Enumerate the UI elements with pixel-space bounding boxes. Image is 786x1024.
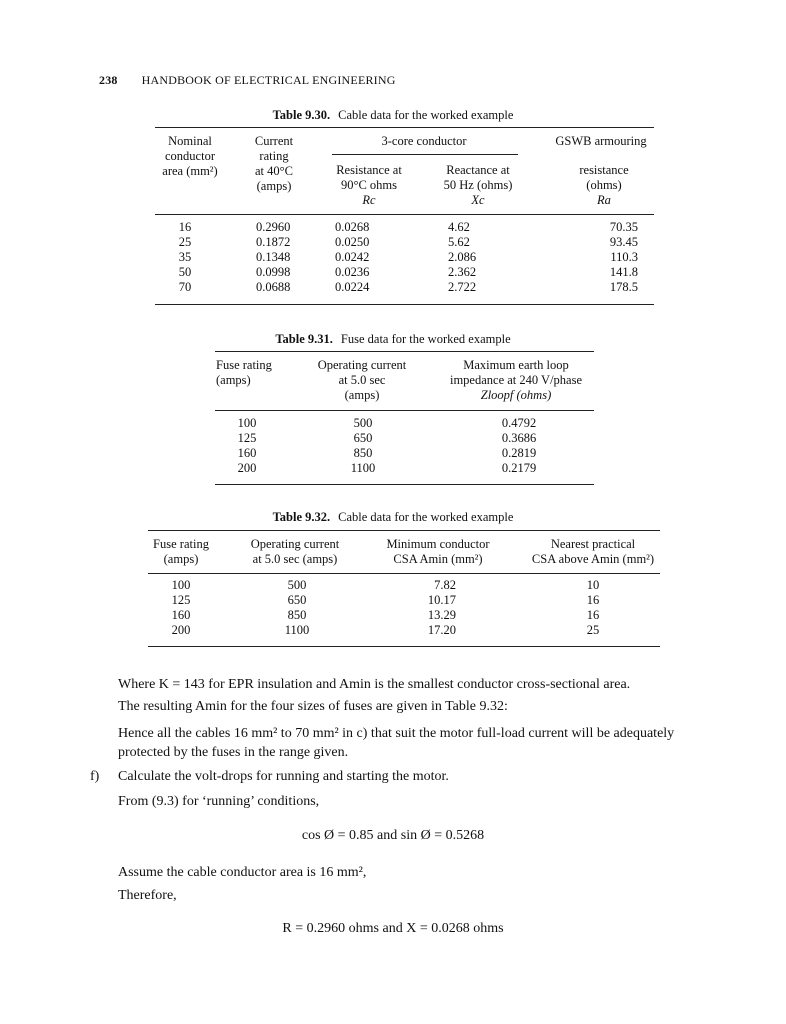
table-9-30-head-area: Nominal conductor area (mm²)	[162, 134, 218, 178]
table-9-30-head-armour: resistance (ohms) Ra	[579, 163, 629, 207]
table-9-30-top-rule	[155, 127, 654, 128]
table-9-32-col-rating: 100 125 160 200	[171, 578, 191, 637]
paragraph-cables-protected: Hence all the cables 16 mm² to 70 mm² in c) that suit the motor full-load current will be adequately protected by the fuses in the range given.	[118, 726, 675, 760]
table-9-30-group-heading: 3-core conductor	[381, 134, 467, 148]
table-9-31-head-rating: Fuse rating (amps)	[216, 358, 272, 387]
table-9-31-top-rule	[215, 351, 594, 352]
table-9-32-bottom-rule	[148, 646, 660, 647]
table-9-30-caption: Table 9.30. Cable data for the worked example	[272, 108, 514, 122]
table-9-30-bottom-rule	[155, 304, 654, 305]
table-9-32-head-nearest: Nearest practical CSA above Amin (mm²)	[531, 537, 655, 566]
paragraph-assume-area: Assume the cable conductor area is 16 mm²,	[118, 865, 367, 880]
table-9-30-head-resistance: Resistance at 90°C ohms Rc	[336, 163, 402, 207]
list-marker-f: f)	[90, 769, 100, 784]
table-9-30-col-armour: 70.35 93.45 110.3 141.8 178.5	[609, 220, 638, 294]
paragraph-calculate-volt-drops: Calculate the volt-drops for running and starting the motor.	[118, 769, 449, 784]
paragraph-running-conditions: From (9.3) for ‘running’ conditions,	[118, 794, 320, 809]
table-9-31-head-operating: Operating current at 5.0 sec (amps)	[317, 358, 407, 402]
running-header	[99, 73, 396, 88]
table-9-32-caption: Table 9.32. Cable data for the worked example	[272, 510, 514, 524]
table-9-30-col-resistance: 0.0268 0.0250 0.0242 0.0236 0.0224	[335, 220, 370, 294]
table-9-31-col-operating: 500 650 850 1100	[350, 416, 376, 475]
table-9-32-col-min-csa: 7.82 10.17 13.29 17.20	[427, 578, 456, 637]
table-9-30-head-armour-top: GSWB armouring	[555, 134, 647, 148]
table-9-32-head-rating: Fuse rating (amps)	[153, 537, 209, 566]
equation-cos-sin: cos Ø = 0.85 and sin Ø = 0.5268	[301, 828, 485, 843]
page-number: 238	[99, 73, 118, 87]
table-9-32-head-operating: Operating current at 5.0 sec (amps)	[250, 537, 340, 566]
table-9-32-head-min-csa: Minimum conductor CSA Amin (mm²)	[386, 537, 490, 566]
table-9-32-head-rule	[148, 573, 660, 574]
table-9-31-head-rule	[215, 410, 594, 411]
table-9-30-col-area: 16 25 35 50 70	[178, 220, 192, 294]
table-9-30-head-rule	[155, 214, 654, 215]
running-title: HANDBOOK OF ELECTRICAL ENGINEERING	[141, 73, 396, 87]
table-9-31-head-impedance: Maximum earth loop impedance at 240 V/phase Zloopf (ohms)	[449, 358, 583, 402]
table-9-31-col-rating: 100 125 160 200	[237, 416, 257, 475]
table-9-30-col-current: 0.2960 0.1872 0.1348 0.0998 0.0688	[256, 220, 291, 294]
table-9-32-col-nearest: 10 16 16 25	[586, 578, 600, 637]
paragraph-therefore: Therefore,	[118, 888, 177, 903]
equation-r-x: R = 0.2960 ohms and X = 0.0268 ohms	[282, 921, 504, 936]
table-9-32-col-operating: 500 650 850 1100	[284, 578, 310, 637]
table-9-31-col-impedance: 0.4792 0.3686 0.2819 0.2179	[501, 416, 537, 475]
table-9-32-top-rule	[148, 530, 660, 531]
paragraph-resulting-amin: The resulting Amin for the four sizes of fuses are given in Table 9.32:	[118, 699, 508, 714]
table-9-30-head-reactance: Reactance at 50 Hz (ohms) Xc	[443, 163, 513, 207]
table-9-30-group-rule	[332, 154, 518, 155]
table-9-31-caption: Table 9.31. Fuse data for the worked example	[275, 332, 511, 346]
table-9-31-bottom-rule	[215, 484, 594, 485]
table-9-30-head-current: Current rating at 40°C (amps)	[254, 134, 294, 193]
table-9-30-col-reactance: 4.62 5.62 2.086 2.362 2.722	[448, 220, 477, 294]
paragraph-k-definition: Where K = 143 for EPR insulation and Amin is the smallest conductor cross-sectional area.	[118, 677, 631, 692]
